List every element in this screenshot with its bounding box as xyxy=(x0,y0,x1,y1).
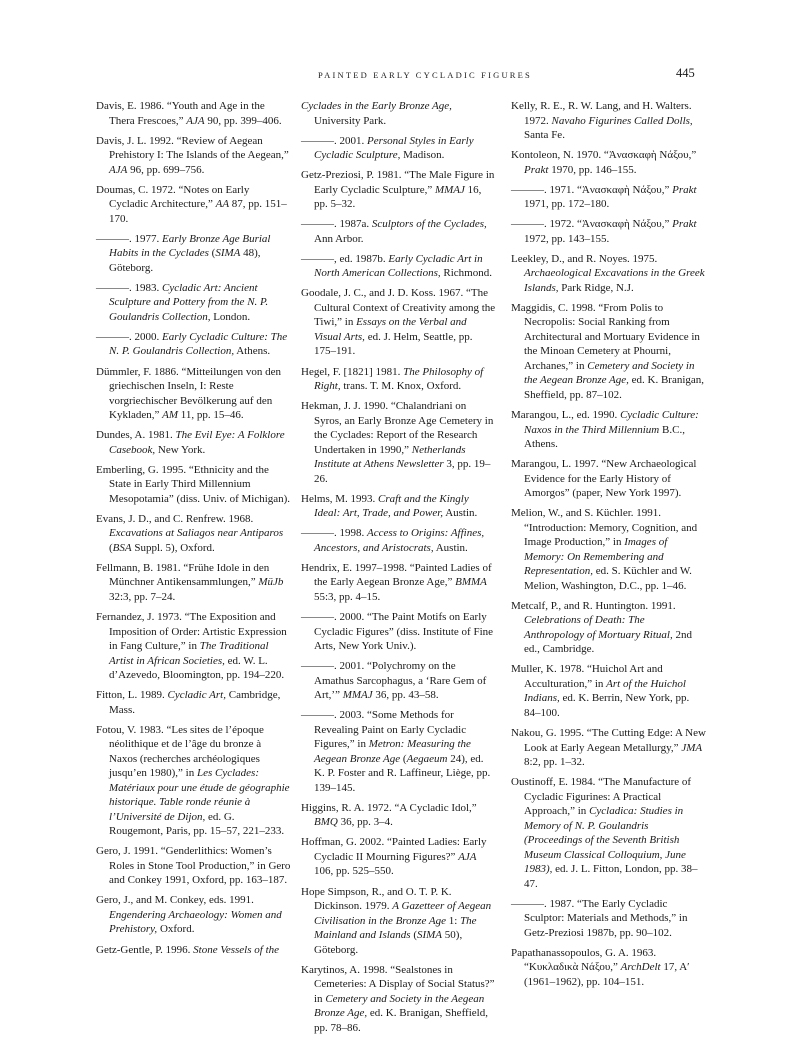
italic-title-text: Celebrations of Death: The Anthropology of Mortuary Ritual, xyxy=(524,614,673,641)
bibliography-entry xyxy=(301,610,496,654)
bibliography-column-2 xyxy=(301,99,496,1041)
citation-text: ( xyxy=(208,247,216,260)
italic-title-text: Sculptors of the Cyclades, xyxy=(371,218,487,231)
citation-text: Fernandez, J. 1973. “The Exposition and Imposition of Order: Artistic Expression in Fang Culture,” in xyxy=(96,611,287,653)
italic-title-text: Cemetery and Society in the Aegean Bronze Age, xyxy=(524,359,695,387)
citation-text: 32:3, pp. 7–24. xyxy=(109,590,176,603)
bibliography-entry xyxy=(511,183,706,212)
bibliography-entry xyxy=(511,897,706,941)
citation-text: ed. S. Küchler and W. Melion, Washington, D.C., pp. 1–46. xyxy=(524,565,692,592)
citation-text: ( xyxy=(410,929,417,941)
italic-title-text: Navaho Figurines Called Dolls, xyxy=(551,114,693,127)
italic-title-text: Essays on the Verbal and Visual Arts, xyxy=(314,316,467,343)
citation-text: trans. T. M. Knox, Oxford. xyxy=(340,380,462,393)
bibliography-column-1 xyxy=(96,99,291,963)
bibliography-entry xyxy=(96,183,291,227)
citation-text: Austin. xyxy=(443,507,478,520)
bibliography-entry xyxy=(96,134,291,178)
italic-title-text: Craft and the Kingly Ideal: Art, Trade, and Power, xyxy=(314,492,469,520)
citation-text: 106, pp. 525–550. xyxy=(314,865,394,878)
citation-text: 1970, pp. 146–155. xyxy=(548,163,637,176)
italic-title-text: AJA xyxy=(458,850,477,863)
bibliography-column-3 xyxy=(511,99,706,995)
citation-text: Oustinoff, E. 1984. “The Manufacture of Cycladic Figurines: A Practical Approach,” in xyxy=(511,776,692,818)
citation-text: ed. G. Rougemont, Paris, pp. 15–57, 221–233. xyxy=(109,810,285,838)
citation-text: Hegel, F. [1821] 1981. xyxy=(301,365,404,378)
bibliography-entry xyxy=(511,506,706,593)
citation-text: University Park. xyxy=(314,114,387,127)
italic-title-text: The Philosophy of Right, xyxy=(314,365,484,393)
citation-text: Doumas, C. 1972. “Notes on Early Cycladic Architecture,” xyxy=(96,183,250,211)
citation-text: ———. 2003. “Some Methods for Revealing Paint on Early Cycladic Figures,” in xyxy=(301,709,467,751)
citation-text: ———. 2001. “Polychromy on the Amathus Sarcophagus, a ‘Rare Gem of Art,’” xyxy=(301,660,487,702)
citation-text: ( xyxy=(400,752,407,765)
italic-title-text: Cycladica: Studies in Memory of N. P. Goulandris (Proceedings of the Seventh British Museum Classical Colloquium, June 1983), xyxy=(524,805,686,876)
citation-text: Karytinos, A. 1998. “Sealstones in Cemeteries: A Display of Social Status?” in xyxy=(301,963,495,1005)
citation-text: Emberling, G. 1995. “Ethnicity and the State in Early Third Millennium Mesopotamia” (diss. Univ. of Michigan). xyxy=(96,463,291,505)
citation-text: ( xyxy=(109,541,113,554)
citation-text: 8:2, pp. 1–32. xyxy=(524,756,585,769)
bibliography-entry xyxy=(511,408,706,452)
bibliography-entry xyxy=(511,252,706,296)
bibliography-entry xyxy=(96,99,291,128)
citation-text: ———. 1987. “The Early Cycladic Sculptor: Materials and Methods,” in Getz-Preziosi 1987b, pp. 90–102. xyxy=(511,897,688,939)
citation-text: 24), ed. K. P. Foster and R. Laffineur, Liège, pp. 139–145. xyxy=(314,752,491,794)
citation-text: 2nd ed., Cambridge. xyxy=(524,628,692,656)
italic-title-text: Cycladic Art, xyxy=(167,689,226,702)
citation-text: Getz-Gentle, P. 1996. xyxy=(96,943,194,956)
citation-text: London. xyxy=(210,310,251,323)
citation-text: ———. 1998. xyxy=(301,527,367,540)
citation-text: 3, pp. 19–26. xyxy=(314,458,491,485)
italic-title-text: MMAJ xyxy=(434,183,465,196)
italic-title-text: SIMA xyxy=(215,247,241,260)
italic-title-text: Netherlands Institute at Athens Newsletter xyxy=(314,443,466,471)
citation-text: ed. J. L. Fitton, London, pp. 38–47. xyxy=(524,863,698,890)
citation-text: Athens. xyxy=(234,345,271,358)
bibliography-entry xyxy=(96,844,291,888)
citation-text: Dundes, A. 1981. xyxy=(96,429,176,442)
citation-text: Goodale, J. C., and J. D. Koss. 1967. “The Cultural Context of Creativity among the Tiwi,” in xyxy=(301,287,496,329)
italic-title-text: JMA xyxy=(681,741,703,754)
italic-title-text: Early Cycladic Art in North American Collections, xyxy=(314,252,483,280)
citation-text: Davis, E. 1986. “Youth and Age in the Thera Frescoes,” xyxy=(96,100,265,127)
citation-text: 90, pp. 399–406. xyxy=(204,114,282,127)
italic-title-text: The Evil Eye: A Folklore Casebook, xyxy=(109,429,285,456)
citation-text: ———. 1987a. xyxy=(301,218,372,231)
citation-text: 55:3, pp. 4–15. xyxy=(314,590,381,603)
italic-title-text: AJA xyxy=(109,163,128,176)
bibliography-entry xyxy=(96,428,291,457)
citation-text: 50), Göteborg. xyxy=(314,929,463,956)
italic-title-text: Stone Vessels of the xyxy=(193,943,280,956)
page-number: 445 xyxy=(676,66,695,80)
italic-title-text: Personal Styles in Early Cycladic Sculpture, xyxy=(314,134,474,162)
citation-text: ———. 2000. “The Paint Motifs on Early Cycladic Figures” (diss. Institute of Fine Arts, New York Univ.). xyxy=(301,611,494,653)
bibliography-entry xyxy=(511,301,706,403)
citation-text: Cambridge, Mass. xyxy=(109,689,281,716)
bibliography-entry xyxy=(511,946,706,990)
citation-text: Gero, J. 1991. “Genderlithics: Women’s Roles in Stone Tool Production,” in Gero and Conkey 1991, Oxford, pp. 163–187. xyxy=(96,845,291,887)
italic-title-text: Prakt xyxy=(524,163,549,176)
italic-title-text: Cycladic Culture: Naxos in the Third Millennium xyxy=(524,409,699,436)
citation-text: 1: xyxy=(446,914,461,927)
citation-text: 36, pp. 43–58. xyxy=(372,689,439,702)
citation-text: 48), Göteborg. xyxy=(109,247,261,274)
citation-text: ———. 1983. xyxy=(96,281,162,294)
italic-title-text: Archaeological Excavations in the Greek Islands, xyxy=(524,267,705,294)
italic-title-text: Prakt xyxy=(672,218,697,231)
bibliography-entry xyxy=(511,99,706,143)
citation-text: ed. K. Branigan, Sheffield, pp. 87–102. xyxy=(524,374,705,401)
italic-title-text: MMAJ xyxy=(342,689,373,702)
citation-text: Papathanassopoulos, G. A. 1963. “Κυκλαδικὰ Νάξου,” xyxy=(511,946,657,974)
running-title: PAINTED EARLY CYCLADIC FIGURES xyxy=(318,70,532,80)
italic-title-text: Cyclades in the Early Bronze Age, xyxy=(301,100,452,112)
bibliography-entry xyxy=(301,561,496,605)
citation-text: Suppl. 5), Oxford. xyxy=(131,541,215,554)
italic-title-text: Early Cycladic Culture: The N. P. Goulandris Collection, xyxy=(109,330,288,358)
bibliography-entry xyxy=(301,801,496,830)
citation-text: B.C., Athens. xyxy=(524,423,685,451)
bibliography-entry xyxy=(96,723,291,839)
citation-text: Fitton, L. 1989. xyxy=(96,689,168,702)
citation-text: Fellmann, B. 1981. “Frühe Idole in den Münchner Antikensammlungen,” xyxy=(96,561,270,589)
bibliography-entry xyxy=(301,399,496,486)
italic-title-text: Les Cyclades: Matériaux pour une étude de géographie historique. Table ronde réunie à l’Université de Dijon, xyxy=(109,767,290,823)
bibliography-entry xyxy=(301,708,496,795)
citation-text: 36, pp. 3–4. xyxy=(337,816,393,829)
bibliography-entry xyxy=(511,217,706,246)
citation-text: Fotou, V. 1983. “Les sites de l’époque néolithique et de l’âge du bronze à Naxos (recherches archéologiques jusqu’en 1980),” in xyxy=(96,723,264,780)
italic-title-text: BSA xyxy=(112,541,132,554)
citation-text: Hope Simpson, R., and O. T. P. K. Dickinson. 1979. xyxy=(301,885,452,912)
bibliography-entry xyxy=(301,252,496,281)
citation-text: 87, pp. 151–170. xyxy=(109,198,287,225)
citation-text: ———. 2001. xyxy=(301,134,367,147)
italic-title-text: Art of the Huichol Indians, xyxy=(524,677,686,705)
bibliography-entry xyxy=(96,512,291,556)
citation-text: 1972, pp. 143–155. xyxy=(524,232,610,245)
citation-text: ed. W. L. d’Azevedo, Bloomington, pp. 194–220. xyxy=(109,654,285,682)
citation-text: 1971, pp. 172–180. xyxy=(524,198,610,211)
citation-text: ed. K. Branigan, Sheffield, pp. 78–86. xyxy=(314,1007,488,1034)
citation-text: 96, pp. 699–756. xyxy=(127,163,205,176)
italic-title-text: SIMA xyxy=(416,929,443,941)
citation-text: 16, pp. 5–32. xyxy=(314,183,482,211)
bibliography-entry xyxy=(96,281,291,325)
italic-title-text: MüJb xyxy=(258,576,284,589)
citation-text: Helms, M. 1993. xyxy=(301,492,378,505)
italic-title-text: A Gazetteer of Aegean Civilisation in the Bronze Age xyxy=(314,900,492,927)
bibliography-entry xyxy=(301,963,496,1036)
bibliography-entry xyxy=(96,610,291,683)
citation-text: Melion, W., and S. Küchler. 1991. “Introduction: Memory, Cognition, and Image Production,” in xyxy=(511,507,698,549)
bibliography-entry xyxy=(96,232,291,276)
bibliography-entry xyxy=(511,599,706,657)
citation-text: Hendrix, E. 1997–1998. “Painted Ladies of the Early Aegean Bronze Age,” xyxy=(301,561,492,589)
italic-title-text: Excavations at Saliagos near Antiparos xyxy=(109,527,284,540)
citation-text: Kontoleon, N. 1970. “Ἀνασκαφὴ Νάξου,” xyxy=(511,149,697,162)
italic-title-text: AA xyxy=(215,198,230,211)
italic-title-text: ArchDelt xyxy=(620,961,661,974)
bibliography-entry xyxy=(96,561,291,605)
bibliography-entry xyxy=(511,662,706,720)
citation-text: ed. K. Berrin, New York, pp. 84–100. xyxy=(524,692,690,719)
italic-title-text: The Traditional Artist in African Societies, xyxy=(109,640,269,667)
bibliography-entry xyxy=(96,330,291,359)
bibliography-entry xyxy=(301,168,496,212)
citation-text: Muller, K. 1978. “Huichol Art and Acculturation,” in xyxy=(511,663,663,690)
citation-text: Marangou, L., ed. 1990. xyxy=(511,409,621,422)
italic-title-text: Access to Origins: Affines, Ancestors, and Aristocrats, xyxy=(314,527,485,554)
citation-text: Evans, J. D., and C. Renfrew. 1968. xyxy=(96,512,254,525)
citation-text: ———. 2000. xyxy=(96,330,162,343)
bibliography-entry xyxy=(511,775,706,891)
citation-text: Ann Arbor. xyxy=(314,232,364,245)
italic-title-text: BMMA xyxy=(455,576,487,589)
citation-text: Oxford. xyxy=(157,923,195,936)
italic-title-text: The Mainland and Islands xyxy=(314,914,477,941)
italic-title-text: Aegaeum xyxy=(406,752,448,765)
citation-text: ———. 1972. “Ἀνασκαφὴ Νάξου,” xyxy=(511,218,673,231)
citation-text: ———, ed. 1987b. xyxy=(301,252,389,265)
italic-title-text: Images of Memory: On Remembering and Representation, xyxy=(524,536,668,578)
bibliography-entry xyxy=(96,463,291,507)
bibliography-entry xyxy=(96,893,291,937)
citation-text: Metcalf, P., and R. Huntington. 1991. xyxy=(511,599,676,612)
italic-title-text: BMQ xyxy=(314,816,338,829)
bibliography-entry xyxy=(511,457,706,501)
citation-text: 11, pp. 15–46. xyxy=(178,409,244,422)
bibliography-entry xyxy=(301,99,496,128)
bibliography-entry xyxy=(301,217,496,246)
bibliography-entry xyxy=(511,148,706,177)
bibliography-entry xyxy=(301,365,496,394)
italic-title-text: AJA xyxy=(186,114,205,127)
bibliography-entry xyxy=(301,492,496,521)
bibliography-entry xyxy=(96,688,291,717)
bibliography-entry xyxy=(511,726,706,770)
citation-text: Dümmler, F. 1886. “Mitteilungen von den griechischen Inseln, I: Reste vorgriechischer Bevölkerung auf den Kykladen,” xyxy=(96,365,282,422)
citation-text: Kelly, R. E., R. W. Lang, and H. Walters. 1972. xyxy=(511,100,692,127)
italic-title-text: Cycladic Art: Ancient Sculpture and Pottery from the N. P. Goulandris Collection, xyxy=(109,281,269,323)
bibliography-entry xyxy=(301,835,496,879)
citation-text: ed. J. Helm, Seattle, pp. 175–191. xyxy=(314,330,473,358)
italic-title-text: Cemetery and Society in the Aegean Bronze Age, xyxy=(314,992,485,1020)
bibliography-entry xyxy=(301,885,496,958)
citation-text: Park Ridge, N.J. xyxy=(558,281,634,294)
bibliography-entry xyxy=(301,134,496,163)
italic-title-text: Early Bronze Age Burial Habits in the Cyclades xyxy=(109,232,271,260)
bibliography-entry xyxy=(301,659,496,703)
citation-text: ———. 1971. “Ἀνασκαφὴ Νάξου,” xyxy=(511,183,673,196)
citation-text: Richmond. xyxy=(440,267,492,280)
citation-text: Nakou, G. 1995. “The Cutting Edge: A New Look at Early Aegean Metallurgy,” xyxy=(511,727,706,754)
citation-text: New York. xyxy=(155,443,206,456)
citation-text: Maggidis, C. 1998. “From Polis to Necropolis: Social Ranking from Architectural and Mortuary Evidence in the Minoan Cemetery at Phourni, Archanes,” in xyxy=(511,301,700,372)
citation-text: Leekley, D., and R. Noyes. 1975. xyxy=(511,252,658,265)
citation-text: Madison. xyxy=(400,149,445,162)
citation-text: Gero, J., and M. Conkey, eds. 1991. xyxy=(96,894,254,907)
citation-text: Getz-Preziosi, P. 1981. “The Male Figure in Early Cycladic Sculpture,” xyxy=(301,169,495,196)
citation-text: 17, A′ (1961–1962), pp. 104–151. xyxy=(524,961,690,988)
bibliography-entry xyxy=(301,286,496,359)
citation-text: Marangou, L. 1997. “New Archaeological Evidence for the Early History of Amorgos” (paper, New York 1997). xyxy=(511,458,697,500)
italic-title-text: Metron: Measuring the Aegean Bronze Age xyxy=(314,738,471,765)
citation-text: Hoffman, G. 2002. “Painted Ladies: Early Cycladic II Mourning Figures?” xyxy=(301,836,487,863)
citation-text: Austin. xyxy=(433,541,468,554)
bibliography-entry xyxy=(96,365,291,423)
citation-text: Hekman, J. J. 1990. “Chalandriani on Syros, an Early Bronze Age Cemetery in the Cyclades: Report of the Research Undertaken in 1990,” xyxy=(301,400,494,456)
italic-title-text: AM xyxy=(162,409,179,422)
bibliography-entry xyxy=(96,943,291,958)
italic-title-text: Engendering Archaeology: Women and Prehistory, xyxy=(109,908,282,936)
citation-text: ———. 1977. xyxy=(96,232,162,245)
citation-text: Davis, J. L. 1992. “Review of Aegean Prehistory I: The Islands of the Aegean,” xyxy=(96,134,289,162)
bibliography-entry xyxy=(301,526,496,555)
italic-title-text: Prakt xyxy=(672,183,697,196)
citation-text: Santa Fe. xyxy=(524,129,565,141)
citation-text: Higgins, R. A. 1972. “A Cycladic Idol,” xyxy=(301,801,477,814)
